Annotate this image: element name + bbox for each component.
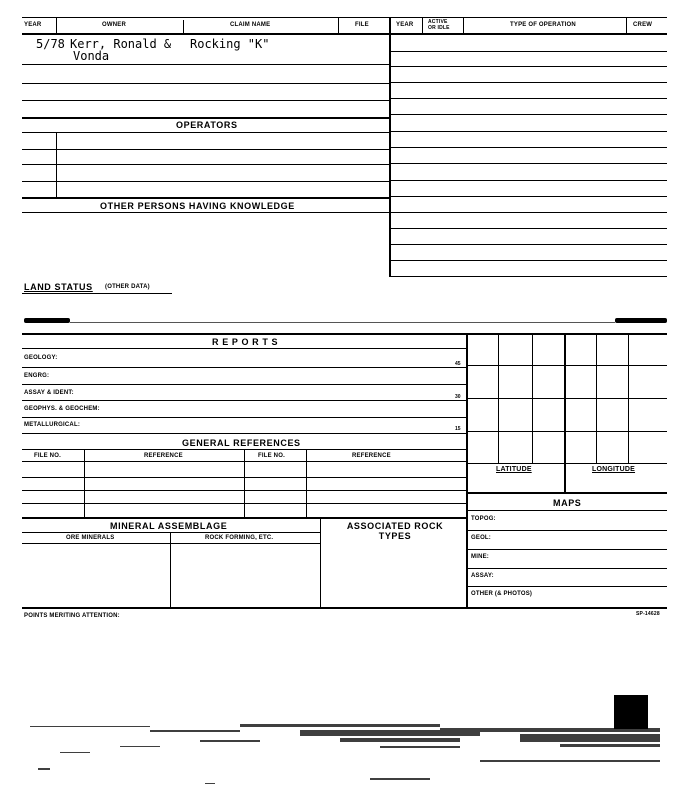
reports-row-line <box>22 384 467 385</box>
ops-row-line <box>389 228 667 229</box>
grid-row <box>466 431 667 432</box>
grid-col-mid <box>564 333 566 493</box>
general-references-title: GENERAL REFERENCES <box>182 438 301 448</box>
ref-col-file-no-2: FILE NO. <box>258 453 285 459</box>
land-status-marker-left <box>24 318 70 323</box>
report-geology: GEOLOGY: <box>24 355 58 361</box>
ref-col-reference-2: REFERENCE <box>352 453 391 459</box>
reports-row-line <box>22 367 467 368</box>
land-status-subtitle: (OTHER DATA) <box>105 284 150 290</box>
reports-top-rule <box>22 333 667 335</box>
header-col-sep <box>183 20 184 33</box>
report-assay-num: 30 <box>455 394 461 400</box>
operators-row-line <box>22 132 389 133</box>
entry-owner-line2: Vonda <box>73 49 110 63</box>
operators-row-line <box>22 164 389 165</box>
report-metallurgical: METALLURGICAL: <box>24 422 81 428</box>
ops-row-line <box>389 163 667 164</box>
form-code: SP-14628 <box>636 611 660 617</box>
ops-row-line <box>389 51 667 52</box>
references-col-sep <box>84 449 85 517</box>
mineral-col-sep <box>170 532 171 608</box>
ops-row-line <box>389 276 667 277</box>
ops-row-line <box>389 244 667 245</box>
references-col-sep <box>306 449 307 517</box>
references-col-sep <box>244 449 245 517</box>
ops-row-line <box>389 98 667 99</box>
entry-claim-name: Rocking "K" <box>190 37 270 51</box>
header-crew: CREW <box>633 22 653 28</box>
ops-row-line <box>389 212 667 213</box>
maps-title: MAPS <box>553 498 582 508</box>
report-geophys: GEOPHYS. & GEOCHEM: <box>24 406 100 412</box>
maps-row-line <box>466 586 667 587</box>
header-file: FILE <box>355 22 369 28</box>
header-or-idle: OR IDLE <box>428 25 450 31</box>
reports-title: R E P O R T S <box>212 337 279 347</box>
reports-row-line <box>22 417 467 418</box>
maps-top-rule <box>466 492 667 494</box>
report-engrg: ENGRG: <box>24 373 50 379</box>
ops-row-line <box>389 114 667 115</box>
maps-title-rule <box>466 510 667 511</box>
header-year-2: YEAR <box>396 22 414 28</box>
other-persons-top-rule <box>22 197 389 199</box>
latitude-label: LATITUDE <box>496 466 532 473</box>
reports-row-line <box>22 433 467 434</box>
ops-row-line <box>389 260 667 261</box>
other-persons-rule <box>22 212 389 213</box>
header-owner: OWNER <box>102 22 126 28</box>
header-col-sep <box>56 17 57 33</box>
grid-row <box>466 398 667 399</box>
ops-row-line <box>389 196 667 197</box>
ore-minerals-title: ORE MINERALS <box>66 535 115 541</box>
maps-mine: MINE: <box>471 554 489 560</box>
header-col-sep <box>422 17 423 33</box>
header-bottom-rule <box>22 33 667 35</box>
mineral-title-rule <box>22 532 320 533</box>
maps-other: OTHER (& PHOTOS) <box>471 591 533 597</box>
entry-owner-line1: Kerr, Ronald & <box>70 37 172 51</box>
grid-row <box>466 463 667 464</box>
report-geology-num: 45 <box>455 361 461 367</box>
mineral-bottom-rule <box>22 607 667 609</box>
header-year: YEAR <box>24 22 42 28</box>
owner-row-line <box>22 83 389 84</box>
associated-rock-types-title <box>330 521 460 541</box>
top-rule <box>22 17 667 18</box>
land-status-base-rule <box>70 322 615 323</box>
land-status-rule <box>22 293 172 294</box>
operators-row-line <box>22 181 389 182</box>
associated-rock-types-text: ASSOCIATED ROCK TYPES <box>346 521 444 541</box>
ref-col-reference: REFERENCE <box>144 453 183 459</box>
maps-row-line <box>466 549 667 550</box>
ops-row-line <box>389 82 667 83</box>
maps-geol: GEOL: <box>471 535 491 541</box>
header-col-sep <box>626 17 627 33</box>
header-col-sep <box>338 17 339 33</box>
ops-row-line <box>389 66 667 67</box>
grid-row <box>466 365 667 366</box>
report-metallurgical-num: 15 <box>455 426 461 432</box>
mineral-header-rule <box>22 543 320 544</box>
scan-noise <box>0 700 678 790</box>
land-status-title: LAND STATUS <box>24 282 93 292</box>
header-type-of-operation: TYPE OF OPERATION <box>510 22 576 28</box>
owner-row-line <box>22 100 389 101</box>
mineral-top-rule <box>22 517 467 519</box>
ops-row-line <box>389 147 667 148</box>
header-claim-name: CLAIM NAME <box>230 22 271 28</box>
rock-forming-title: ROCK FORMING, ETC. <box>205 535 274 541</box>
mineral-assemblage-title: MINERAL ASSEMBLAGE <box>110 521 228 531</box>
other-persons-title: OTHER PERSONS HAVING KNOWLEDGE <box>100 201 295 211</box>
operators-top-rule <box>22 117 389 119</box>
ops-row-line <box>389 180 667 181</box>
header-active: ACTIVE <box>428 19 448 25</box>
reports-title-rule <box>22 348 467 349</box>
operators-col-sep <box>56 132 57 197</box>
mineral-col-sep <box>320 517 321 608</box>
reports-row-line <box>22 400 467 401</box>
owner-row-line <box>22 64 389 65</box>
operators-row-line <box>22 149 389 150</box>
operators-title: OPERATORS <box>176 120 238 130</box>
ops-row-line <box>389 131 667 132</box>
ref-col-file-no: FILE NO. <box>34 453 61 459</box>
entry-date: 5/78 <box>36 37 65 51</box>
report-assay: ASSAY & IDENT: <box>24 390 74 396</box>
points-meriting-attention: POINTS MERITING ATTENTION: <box>24 613 120 619</box>
maps-row-line <box>466 530 667 531</box>
land-status-marker-right <box>615 318 667 323</box>
maps-topog: TOPOG: <box>471 516 496 522</box>
maps-row-line <box>466 568 667 569</box>
header-col-sep <box>463 17 464 33</box>
maps-assay: ASSAY: <box>471 573 494 579</box>
longitude-label: LONGITUDE <box>592 466 636 473</box>
